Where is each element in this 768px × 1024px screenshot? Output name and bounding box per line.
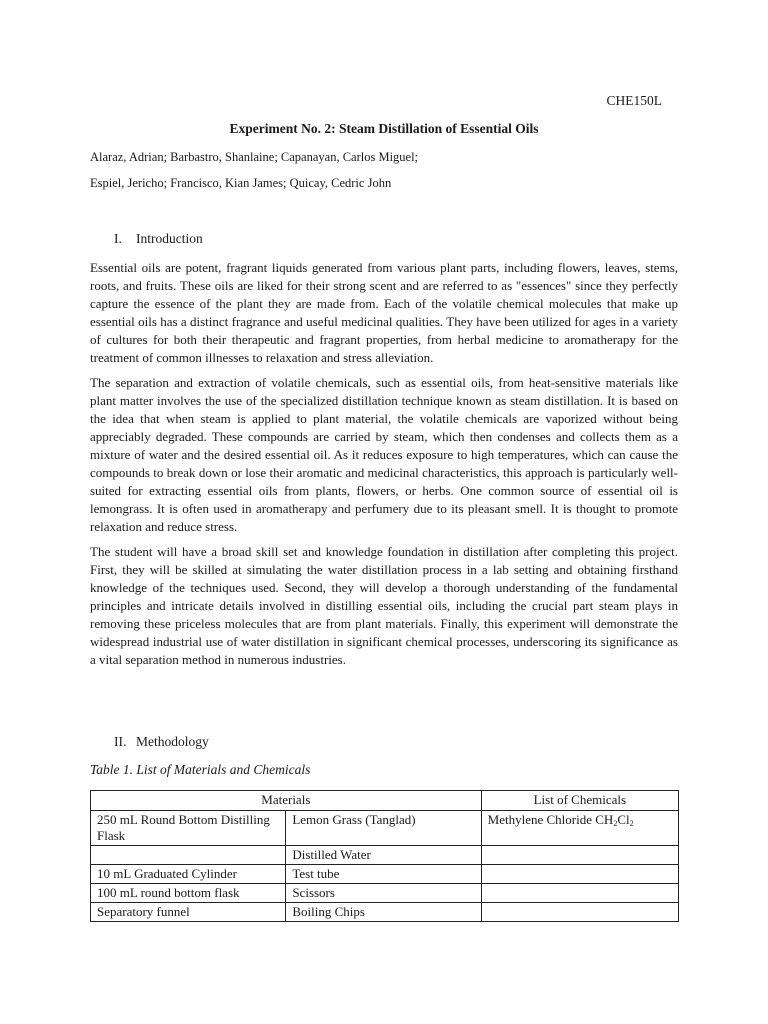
table-cell bbox=[481, 846, 678, 865]
table-cell: Distilled Water bbox=[286, 846, 481, 865]
table-row bbox=[91, 903, 679, 922]
table-cell: Boiling Chips bbox=[286, 903, 481, 922]
table-cell bbox=[91, 846, 286, 865]
table-header-row bbox=[91, 791, 679, 811]
subscript: 2 bbox=[613, 819, 618, 828]
table-row bbox=[91, 884, 679, 903]
table-row bbox=[91, 811, 679, 846]
section-title: Introduction bbox=[136, 231, 203, 246]
authors-line-1: Alaraz, Adrian; Barbastro, Shanlaine; Capanayan, Carlos Miguel; bbox=[90, 150, 419, 164]
table-cell: 100 mL round bottom flask bbox=[91, 884, 286, 903]
intro-paragraph-3: The student will have a broad skill set and knowledge foundation in distillation after completing this project. First, they will be skilled at simulating the water distillation process in a lab setting and obtaining firsthand knowledge of the techniques used. Second, they will develop a thorough understanding of the fundamental principles and intricate details involved in distilling essential oils, including the crucial part steam plays in removing these priceless molecules that are from plant materials. Finally, this experiment will demonstrate the widespread industrial use of water distillation in significant chemical processes, underscoring its significance as a vital separation method in numerous industries. bbox=[90, 544, 678, 667]
section-number: I. bbox=[114, 231, 122, 246]
document-title: Experiment No. 2: Steam Distillation of Essential Oils bbox=[229, 121, 539, 136]
subscript: 2 bbox=[629, 819, 634, 828]
chemical-formula-part: Cl bbox=[617, 812, 630, 827]
table-row bbox=[91, 865, 679, 884]
table-cell: Lemon Grass (Tanglad) bbox=[286, 811, 481, 846]
table-cell: Scissors bbox=[286, 884, 481, 903]
authors-line-2: Espiel, Jericho; Francisco, Kian James; Quicay, Cedric John bbox=[90, 176, 392, 190]
table-cell: Separatory funnel bbox=[91, 903, 286, 922]
intro-paragraph-1: Essential oils are potent, fragrant liquids generated from various plant parts, including flowers, leaves, stems, roots, and fruits. These oils are liked for their strong scent and are referred to as "essences" since they perfectly capture the essence of the plant they are made from. Each of the volatile chemical molecules that make up essential oils has a distinct fragrance and useful medicinal qualities. They have been utilized for ages in a variety of cultures for both their therapeutic and fragrant properties, from herbal medicine to aromatherapy for the treatment of common illnesses to relaxation and stress alleviation. bbox=[90, 260, 678, 365]
table-cell: 250 mL Round Bottom Distilling Flask bbox=[91, 811, 286, 846]
intro-paragraph-2: The separation and extraction of volatile chemicals, such as essential oils, from heat-sensitive materials like plant matter involves the use of the specialized distillation technique known as steam distillation. It is based on the idea that when steam is applied to plant material, the volatile chemicals are vaporized without being appreciably degraded. These compounds are carried by steam, which then condenses and collects them as a mixture of water and the desired essential oil. As it reduces exposure to high temperatures, which can cause the compounds to break down or lose their aromatic and medicinal characteristics, this approach is particularly well-suited for extracting essential oils from plants, flowers, or herbs. One common source of essential oil is lemongrass. It is often used in aromatherapy and perfumery due to its pleasant smell. It is thought to promote relaxation and reduce stress. bbox=[90, 375, 678, 534]
section-title: Methodology bbox=[136, 734, 209, 749]
materials-table bbox=[90, 790, 679, 922]
chemical-name: Methylene Chloride CH bbox=[487, 812, 614, 827]
header-chemicals: List of Chemicals bbox=[481, 791, 678, 811]
section-heading-introduction bbox=[114, 231, 203, 247]
table-cell bbox=[481, 865, 678, 884]
section-heading-methodology bbox=[114, 734, 209, 750]
table-cell: Test tube bbox=[286, 865, 481, 884]
section-number: II. bbox=[114, 734, 127, 749]
header-materials: Materials bbox=[91, 791, 482, 811]
table-cell bbox=[481, 884, 678, 903]
table-cell bbox=[481, 903, 678, 922]
table-row bbox=[91, 846, 679, 865]
table-caption: Table 1. List of Materials and Chemicals bbox=[90, 762, 311, 777]
course-code: CHE150L bbox=[606, 93, 662, 108]
chemical-cell bbox=[481, 811, 678, 846]
table-cell: 10 mL Graduated Cylinder bbox=[91, 865, 286, 884]
